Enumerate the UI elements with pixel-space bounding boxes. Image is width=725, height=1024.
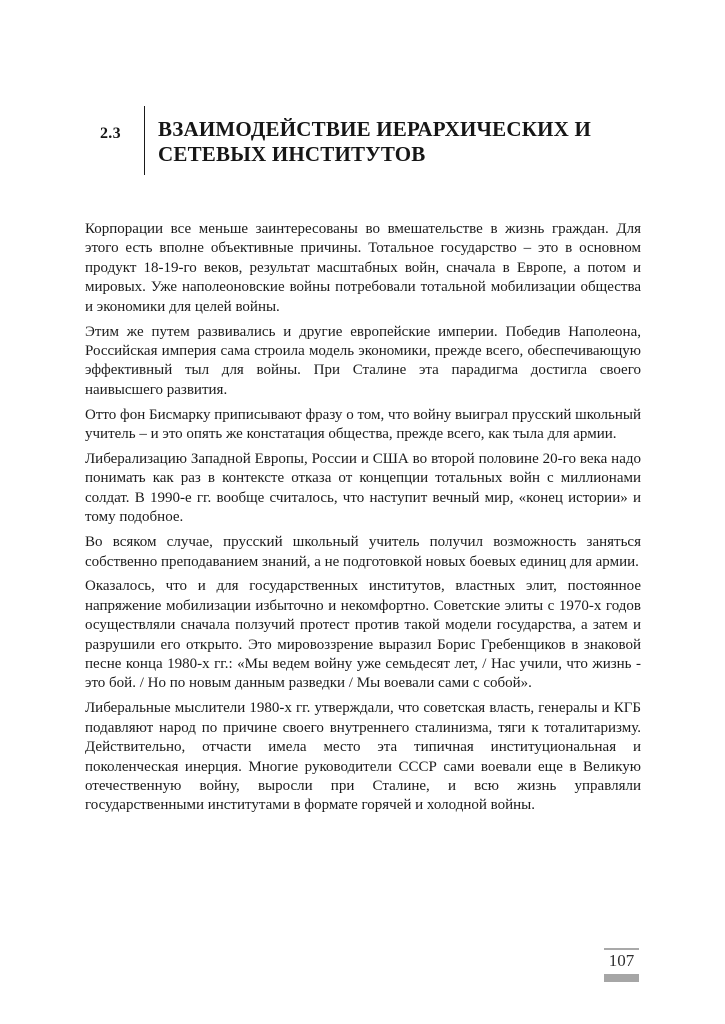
section-title	[145, 106, 591, 175]
paragraph: Во всяком случае, прусский школьный учитель получил возможность заняться собственно преподаванием знаний, а не подготовкой новых боевых единиц для армии.	[85, 534, 641, 570]
section-number: 2.3	[100, 125, 121, 142]
section-heading	[100, 106, 591, 175]
paragraph: Этим же путем развивались и другие европейские империи. Победив Наполеона, Российская империя сама строила модель экономики, прежде всего, обеспечивающую эффективный тыл для войны. При Сталине эта парадигма достигла своего наивысшего развития.	[85, 323, 641, 398]
section-title-line-2: СЕТЕВЫХ ИНСТИТУТОВ	[158, 141, 426, 166]
paragraph: Корпорации все меньше заинтересованы во вмешательстве в жизнь граждан. Для этого есть вполне объективные причины. Тотальное государство – это в основном продукт 18-19-го веков, результат масштабных войн, сначала в Европе, а потом и мировых. Уже наполеоновские войны потребовали тотальной мобилизации общества и экономики для целей войны.	[85, 221, 641, 315]
body-text	[85, 220, 641, 821]
paragraph: Оказалось, что и для государственных институтов, властных элит, постоянное напряжение мобилизации избыточно и некомфортно. Советские элиты с 1970-х годов осуществляли сначала ползучий протест против такой модели государства, а затем и разрушили его открыто. Это мировоззрение выразил Борис Гребенщиков в знаковой песне конца 1980-х гг.: «Мы ведем войну уже семьдесят лет, / Нас учили, что жизнь - это бой. / Но по новым данным разведки / Мы воевали сами с собой».	[85, 578, 641, 692]
page-number: 107	[608, 951, 635, 970]
paragraph: Отто фон Бисмарку приписывают фразу о том, что войну выиграл прусский школьный учитель – и это опять же констатация общества, прежде всего, как тыла для армии.	[85, 406, 641, 443]
footer-bottom-bar	[604, 974, 639, 982]
section-title-line-1: ВЗАИМОДЕЙСТВИЕ ИЕРАРХИЧЕСКИХ И	[158, 117, 592, 141]
page-footer	[604, 948, 639, 982]
paragraph: Либерализацию Западной Европы, России и США во второй половине 20-го века надо понимать как раз в контексте отказа от концепции тотальных войн с миллионами солдат. В 1990-е гг. вообще считалось, что наступит вечный мир, «конец истории» и тому подобное.	[85, 450, 641, 526]
paragraph: Либеральные мыслители 1980-х гг. утверждали, что советская власть, генералы и КГБ подавляют народ по причине своего внутреннего сталинизма, тяги к тоталитаризму. Действительно, отчасти имела место эта типичная институциональная и поколенческая инерция. Многие руководители СССР сами воевали еще в Великую отечественную войну, выросли при Сталине, и всю жизнь управляли государственными институтами в формате горячей и холодной войны.	[85, 700, 641, 814]
